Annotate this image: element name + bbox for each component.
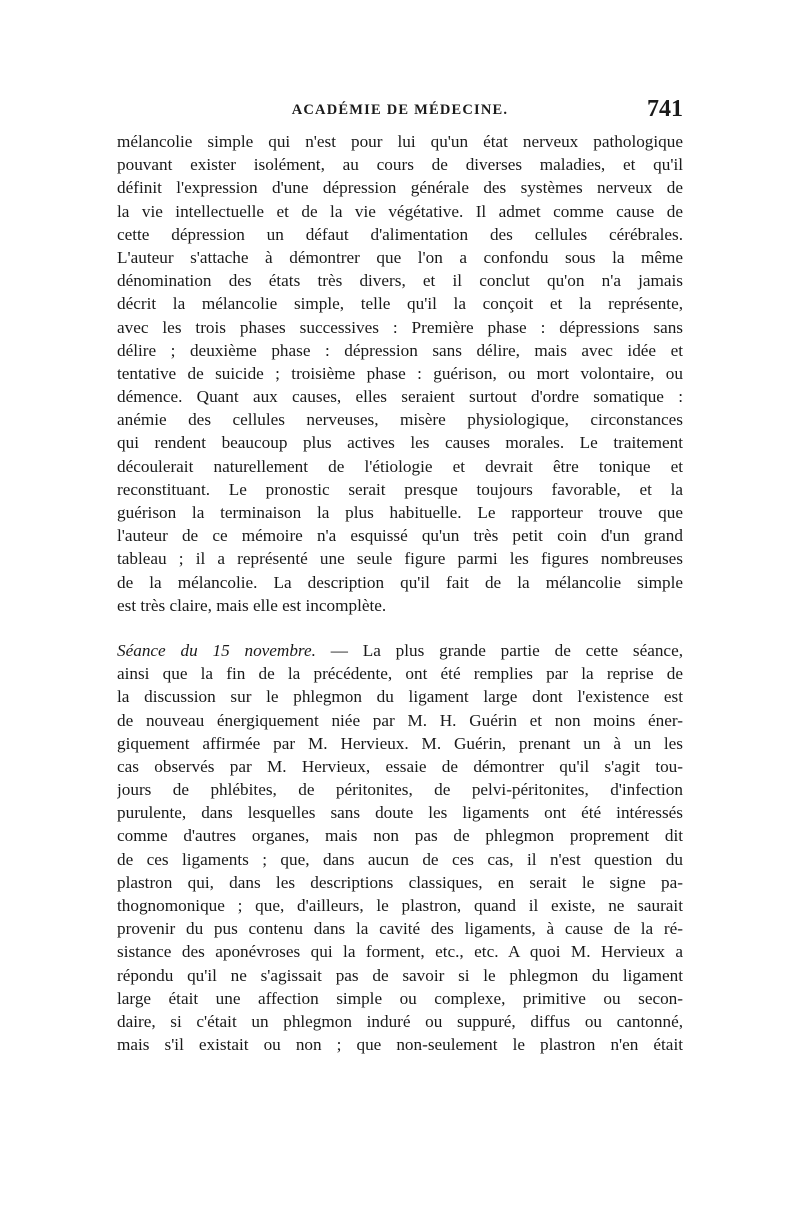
running-head — [117, 96, 683, 126]
running-title: ACADÉMIE DE MÉDECINE. — [291, 102, 509, 118]
text-line: large était une affection simple ou complexe, primitive ou secon- — [117, 988, 683, 1008]
text-line: avec les trois phases successives : Première phase : dépressions sans — [117, 317, 683, 337]
text-line: thognomonique ; que, d'ailleurs, le plastron, quand il existe, ne saurait — [117, 896, 683, 915]
text-line: tentative de suicide ; troisième phase : guérison, ou mort volontaire, ou — [117, 363, 683, 383]
text-line: tableau ; il a représenté une seule figure parmi les figures nombreuses — [117, 549, 683, 569]
text-line: plastron qui, dans les descriptions classiques, en serait le signe pa- — [117, 872, 683, 892]
text-line: de la mélancolie. La description qu'il fait de la mélancolie simple — [117, 572, 683, 592]
text-line: la discussion sur le phlegmon du ligament large dont l'existence est — [117, 687, 683, 707]
text-line: ainsi que la fin de la précédente, ont été remplies par la reprise de — [117, 664, 683, 684]
paragraph-1 — [117, 130, 683, 617]
text-line: pouvant exister isolément, au cours de diverses maladies, et qu'il — [117, 155, 683, 175]
session-date: Séance du 15 novembre. — [117, 640, 316, 660]
text-line: est très claire, mais elle est incomplète. — [117, 595, 387, 615]
text-line: qui rendent beaucoup plus actives les causes morales. Le traitement — [117, 433, 683, 453]
text-line: anémie des cellules nerveuses, misère physiologique, circonstances — [117, 410, 683, 430]
text-line: cas observés par M. Hervieux, essaie de démontrer qu'il s'agit tou- — [117, 756, 683, 776]
text-line: répondu qu'il ne s'agissait pas de savoir si le phlegmon du ligament — [117, 965, 683, 985]
text-line: l'auteur de ce mémoire n'a esquissé qu'un très petit coin d'un grand — [117, 526, 683, 546]
text-line: cette dépression un défaut d'alimentation des cellules cérébrales. — [117, 224, 683, 244]
text-line: sistance des aponévroses qui la forment, etc., etc. A quoi M. Hervieux a — [117, 942, 683, 962]
text-line: découlerait naturellement de l'étiologie et devrait être tonique et — [117, 456, 683, 476]
text-line: jours de phlébites, de péritonites, de pelvi-péritonites, d'infection — [117, 780, 683, 800]
text-line: provenir du pus contenu dans la cavité des ligaments, à cause de la ré- — [117, 919, 683, 939]
lead-continuation: — La plus grande partie de cette séance, — [315, 640, 683, 660]
text-line: délire ; deuxième phase : dépression sans délire, mais avec idée et — [117, 340, 683, 360]
body-text — [117, 130, 683, 1056]
paragraph-2 — [117, 639, 683, 1056]
text-line: L'auteur s'attache à démontrer que l'on a confondu sous la même — [117, 247, 683, 267]
text-line: mélancolie simple qui n'est pour lui qu'un état nerveux pathologique — [117, 132, 683, 151]
text-line: daire, si c'était un phlegmon induré ou suppuré, diffus ou cantonné, — [117, 1011, 683, 1031]
text-line: dénomination des états très divers, et il conclut qu'on n'a jamais — [117, 271, 683, 291]
text-line: comme d'autres organes, mais non pas de phlegmon proprement dit — [117, 826, 683, 846]
page-number: 741 — [647, 96, 683, 122]
text-line: de ces ligaments ; que, dans aucun de ces cas, il n'est question du — [117, 849, 683, 869]
text-line — [117, 639, 683, 662]
text-line: purulente, dans lesquelles sans doute les ligaments ont été intéressés — [117, 803, 683, 823]
text-line: la vie intellectuelle et de la vie végétative. Il admet comme cause de — [117, 201, 683, 221]
text-line: de nouveau énergiquement niée par M. H. Guérin et non moins éner- — [117, 710, 683, 730]
text-line: reconstituant. Le pronostic serait presque toujours favorable, et la — [117, 479, 683, 499]
text-line: mais s'il existait ou non ; que non-seulement le plastron n'en était — [117, 1035, 683, 1055]
text-line: décrit la mélancolie simple, telle qu'il la conçoit et la représente, — [117, 294, 683, 314]
paragraph-gap — [117, 617, 683, 639]
text-line: giquement affirmée par M. Hervieux. M. Guérin, prenant un à un les — [117, 733, 683, 753]
text-line: démence. Quant aux causes, elles seraient surtout d'ordre somatique : — [117, 387, 683, 407]
text-line: définit l'expression d'une dépression générale des systèmes nerveux de — [117, 178, 683, 198]
text-line: guérison la terminaison la plus habituelle. Le rapporteur trouve que — [117, 503, 683, 522]
